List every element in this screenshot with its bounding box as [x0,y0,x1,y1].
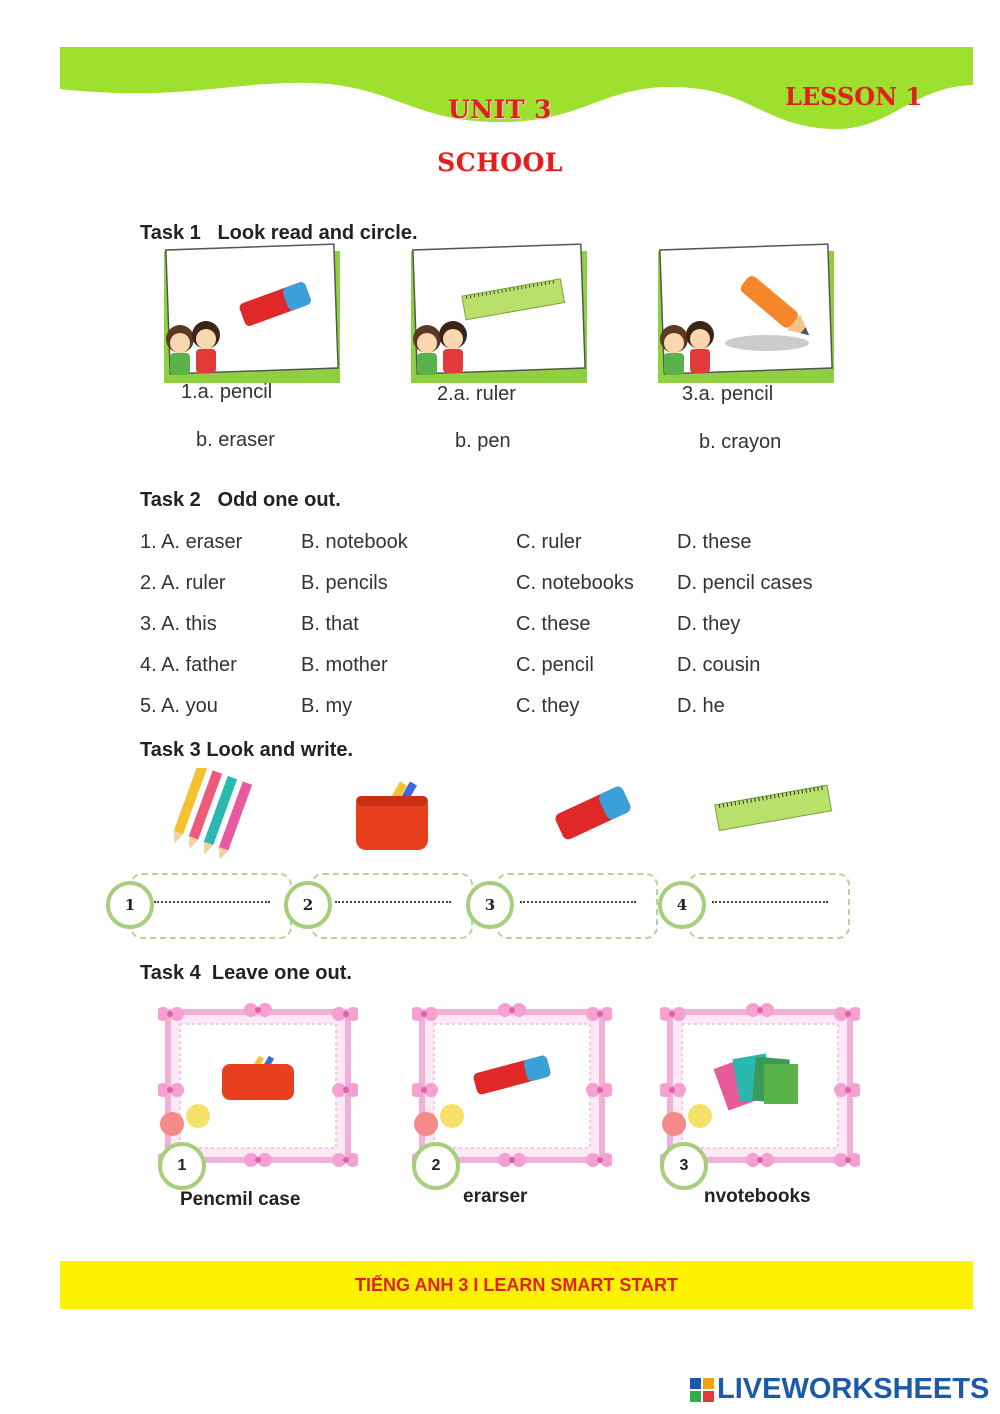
task3-number-badge-1: 1 [106,881,154,929]
pencils-icon [160,768,260,858]
task2-option-5-c[interactable]: C. they [516,695,580,717]
task3-answer-box-3 [496,873,658,939]
task1-picture-3 [652,243,837,388]
task2-option-5-a[interactable]: 5. A. you [140,695,218,717]
task4-word-2[interactable]: erarser [463,1186,528,1207]
task2-option-1-d[interactable]: D. these [677,531,752,553]
task1-option-1b[interactable]: b. eraser [196,429,275,451]
task2-option-3-d[interactable]: D. they [677,613,741,635]
task2-option-3-c[interactable]: C. these [516,613,591,635]
pencil-case-icon [350,780,435,855]
task4-title: Task 4 Leave one out. [140,962,352,984]
eraser-icon [548,775,638,850]
task4-number-badge-1: 1 [158,1142,206,1190]
task2-option-1-c[interactable]: C. ruler [516,531,582,553]
task3-answer-input-2[interactable] [335,901,451,903]
task1-option-3a[interactable]: 3.a. pencil [682,383,774,405]
task2-option-5-b[interactable]: B. my [301,695,353,717]
task3-answer-input-1[interactable] [154,901,270,903]
liveworksheets-logo-icon [690,1378,714,1402]
task2-option-3-b[interactable]: B. that [301,613,359,635]
task3-number-badge-4: 4 [658,881,706,929]
lesson-title: LESSON 1 [785,82,923,111]
task2-option-1-a[interactable]: 1. A. eraser [140,531,243,553]
task2-option-4-c[interactable]: C. pencil [516,654,594,676]
task3-answer-box-2 [311,873,473,939]
task2-option-2-c[interactable]: C. notebooks [516,572,634,594]
task1-picture-1 [158,243,343,388]
task2-option-4-d[interactable]: D. cousin [677,654,761,676]
task3-number-badge-3: 3 [466,881,514,929]
task3-answer-input-4[interactable] [712,901,828,903]
footer-bar [60,1261,973,1309]
task4-number-badge-2: 2 [412,1142,460,1190]
task2-option-2-b[interactable]: B. pencils [301,572,388,594]
task4-word-3[interactable]: nvotebooks [704,1186,811,1207]
unit-title: UNIT 3 [447,95,553,124]
task2-option-3-a[interactable]: 3. A. this [140,613,217,635]
task3-number-badge-2: 2 [284,881,332,929]
task3-answer-box-1 [130,873,292,939]
task2-option-2-d[interactable]: D. pencil cases [677,572,813,594]
brand-name: LIVEWORKSHEETS [717,1373,990,1405]
task4-word-1[interactable]: Pencmil case [180,1189,301,1210]
task2-title: Task 2 Odd one out. [140,489,341,511]
task2-option-5-d[interactable]: D. he [677,695,725,717]
task1-picture-2 [405,243,590,388]
task1-option-2b[interactable]: b. pen [455,430,511,452]
task1-title: Task 1 Look read and circle. [140,222,418,244]
brand[interactable] [690,1373,989,1406]
ruler-icon [710,777,835,837]
task2-option-2-a[interactable]: 2. A. ruler [140,572,226,594]
footer-text: TIẾNG ANH 3 I LEARN SMART START [355,1274,678,1295]
task2-option-4-b[interactable]: B. mother [301,654,388,676]
task1-option-3b[interactable]: b. crayon [699,431,782,453]
task2-option-4-a[interactable]: 4. A. father [140,654,237,676]
task3-answer-input-3[interactable] [520,901,636,903]
task3-title: Task 3 Look and write. [140,739,354,761]
task1-option-2a[interactable]: 2.a. ruler [437,383,516,405]
task4-number-badge-3: 3 [660,1142,708,1190]
task3-answer-box-4 [688,873,850,939]
task1-option-1a[interactable]: 1.a. pencil [181,381,273,403]
school-title: SCHOOL [437,148,563,177]
task2-option-1-b[interactable]: B. notebook [301,531,408,553]
